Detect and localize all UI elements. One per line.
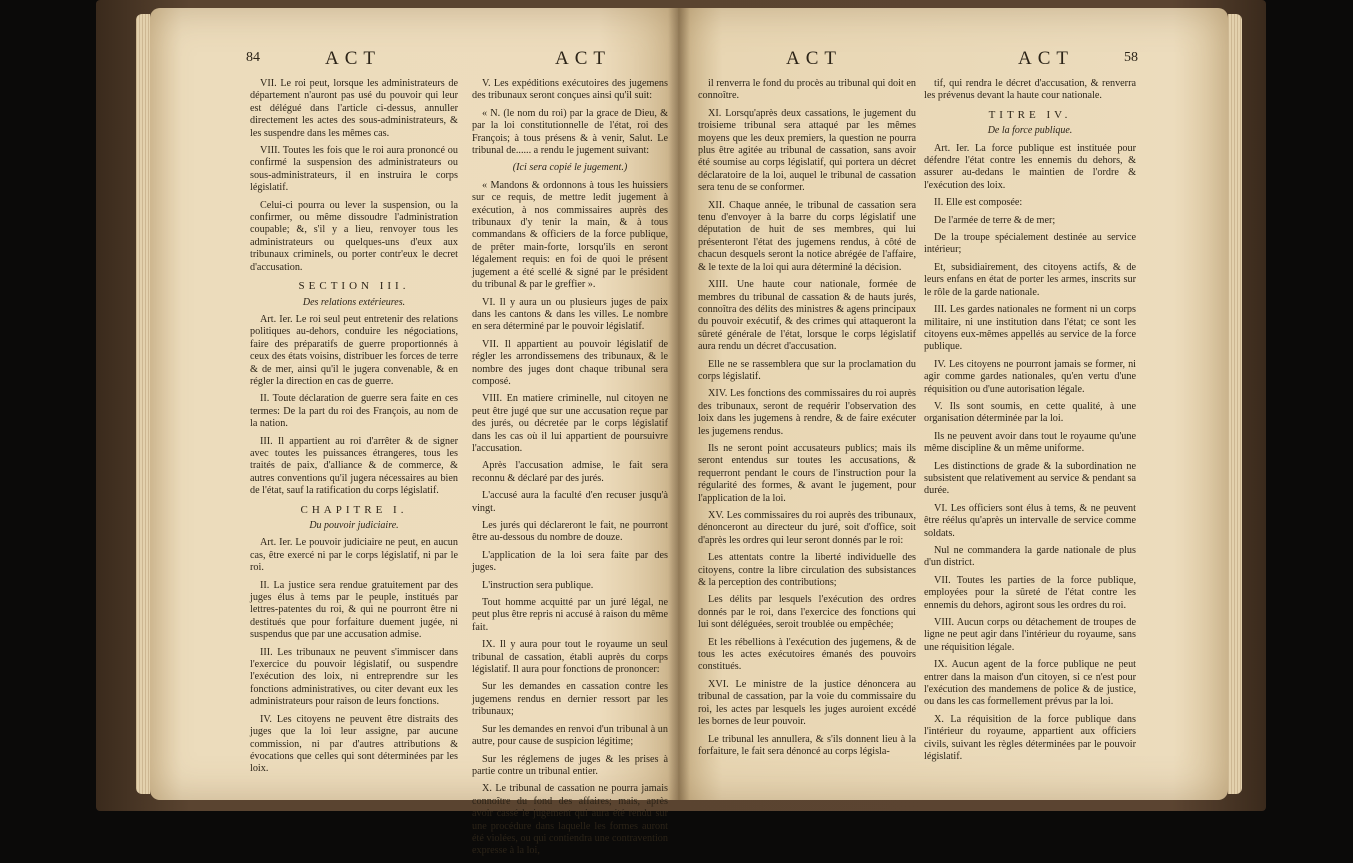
paragraph: II. Toute déclaration de guerre sera faite en ces termes: De la part du roi des François, au nom de la nation. xyxy=(250,393,458,430)
paragraph: De la troupe spécialement destinée au service intérieur; xyxy=(924,232,1136,256)
paragraph: Le tribunal les annullera, & s'ils donnent lieu à la forfaiture, le fait sera dénoncé au corps législa- xyxy=(698,733,916,757)
section-heading: TITRE IV. xyxy=(988,108,1072,121)
paragraph: Ils ne peuvent avoir dans tout le royaume qu'une même discipline & un même uniforme. xyxy=(924,430,1136,455)
paragraph: Art. Ier. Le pouvoir judiciaire ne peut, en aucun cas, être exercé ni par le corps législatif, ni par le roi. xyxy=(250,537,458,574)
paragraph: il renverra le fond du procès au tribunal qui doit en connoître. xyxy=(698,78,916,102)
paragraph: VII. Le roi peut, lorsque les administrateurs de département n'auront pas usé du pouvoir qui leur est délégué dans l'article ci-dessus, annuller directement les actes des sous-administrateurs, & les suspendre dans les mêmes cas. xyxy=(250,78,458,139)
paragraph: Les attentats contre la liberté individuelle des citoyens, contre la libre circulation des subsistances & la perception des contributions; xyxy=(698,552,916,589)
paragraph: Nul ne commandera la garde nationale de plus d'un district. xyxy=(924,545,1136,569)
paragraph: Les distinctions de grade & la subordination ne subsistent que relativement au service & pendant sa durée. xyxy=(924,460,1136,497)
paragraph: VIII. Aucun corps ou détachement de troupes de ligne ne peut agir dans l'intérieur du royaume, sans une réquisition légale. xyxy=(924,617,1136,653)
paragraph: VII. Toutes les parties de la force publique, employées pour la sûreté de l'état contre les ennemis du dehors, agiront sous les ordres du roi. xyxy=(924,574,1136,611)
section-subtitle: Des relations extérieures. xyxy=(302,296,406,308)
paragraph: Elle ne se rassemblera que sur la proclamation du corps législatif. xyxy=(698,358,916,382)
paragraph: De l'armée de terre & de mer; xyxy=(934,214,1056,226)
paragraph: Sur les réglemens de juges & les prises à partie contre un tribunal entier. xyxy=(472,753,668,777)
section-subtitle: Du pouvoir judiciaire. xyxy=(309,520,399,531)
paragraph: Sur les demandes en cassation contre les jugemens rendus en dernier ressort par les tribunaux; xyxy=(472,681,668,718)
right-page-number: 58 xyxy=(1124,50,1138,65)
paragraph: IV. Les citoyens ne pourront jamais se former, ni agir comme gardes nationales, qu'en vertu d'une réquisition ou d'une autorisation légale. xyxy=(924,358,1136,395)
right-running-head-right: ACT xyxy=(1018,48,1074,69)
paragraph: V. Les expéditions exécutoires des jugemens des tribunaux seront conçues ainsi qu'il suit: xyxy=(472,78,668,102)
paragraph: Art. Ier. La force publique est instituée pour défendre l'état contre les ennemis du dehors, & assurer au-dedans le maintien de l'ordre & l'exécution des loix. xyxy=(924,142,1136,191)
left-column-2 xyxy=(472,78,668,863)
paragraph: L'application de la loi sera faite par des juges. xyxy=(472,549,668,574)
page-edges-right xyxy=(1228,14,1242,794)
paragraph: Sur les demandes en renvoi d'un tribunal à un autre, pour cause de suspicion légitime; xyxy=(472,723,668,748)
paragraph: Celui-ci pourra ou lever la suspension, ou la confirmer, ou même dissoudre l'administration coupable; &, s'il y a lieu, renvoyer tous les administrateurs ou quelques-uns d'eux aux tribunaux criminels, ou porter contr'eux le decret d'accusation. xyxy=(250,199,458,273)
right-column-1 xyxy=(698,78,916,763)
paragraph: VI. Les officiers sont élus à tems, & ne peuvent être réélus qu'après un intervalle de service comme soldats. xyxy=(924,502,1136,539)
paragraph: IV. Les citoyens ne peuvent être distraits des juges que la loi leur assigne, par aucune commission, ni par d'autres attributions & évocations que celles qui sont déterminées par les loix. xyxy=(250,713,458,775)
paragraph: XI. Lorsqu'après deux cassations, le jugement du troisieme tribunal sera attaqué par les mêmes moyens que les deux premiers, la question ne pourra plus être agitée au tribunal de cassation, sans avoir été soumise au corps législatif, qui portera un décret déclaratoire de la loi, auquel le tribunal de cassation sera tenu de se conformer. xyxy=(698,107,916,194)
paragraph: XVI. Le ministre de la justice dénoncera au tribunal de cassation, par la voie du commissaire du roi, les actes par lesquels les juges auroient excédé les bornes de leur pouvoir. xyxy=(698,678,916,728)
paragraph: VIII. Toutes les fois que le roi aura prononcé ou confirmé la suspension des administrateurs ou sous-administrateurs, il en instruira le corps législatif. xyxy=(250,145,458,194)
right-running-head-left: ACT xyxy=(786,48,842,69)
paragraph: tif, qui rendra le décret d'accusation, & renverra les prévenus devant la haute cour nationale. xyxy=(924,78,1136,102)
paragraph: XV. Les commissaires du roi auprès des tribunaux, dénonceront au directeur du juré, soit d'office, soit d'après les ordres qui leur seront donnés par le roi: xyxy=(698,510,916,546)
paragraph: L'instruction sera publique. xyxy=(482,579,594,591)
paragraph: III. Les tribunaux ne peuvent s'immiscer dans l'exercice du pouvoir législatif, ou suspendre l'exécution des loix, ni entreprendre sur les fonctions administratives, ou citer devant eux les administrateurs pour raison de leurs fonctions. xyxy=(250,646,458,708)
paragraph: « N. (le nom du roi) par la grace de Dieu, & par la loi constitutionnelle de l'état, roi des François; à tous présens & à venir, Salut. Le tribunal de...... a rendu le jugement suivant: xyxy=(472,107,668,157)
paragraph: Tout homme acquitté par un juré légal, ne peut plus être repris ni accusé à raison du même fait. xyxy=(472,597,668,633)
bracketed-note: (Ici sera copié le jugement.) xyxy=(512,162,628,174)
paragraph: VI. Il y aura un ou plusieurs juges de paix dans les cantons & dans les villes. Le nombre en sera déterminé par le pouvoir législatif. xyxy=(472,296,668,333)
left-column-1 xyxy=(250,78,458,781)
section-subtitle: De la force publique. xyxy=(987,125,1073,137)
paragraph: III. Il appartient au roi d'arrêter & de signer avec toutes les puissances étrangeres, tous les traités de paix, d'alliance & de commerce, & autres conventions qu'il jugera nécessaires au bien de l'état, sauf la ratification du corps législatif. xyxy=(250,435,458,497)
right-page xyxy=(678,8,1228,800)
paragraph: IX. Aucun agent de la force publique ne peut entrer dans la maison d'un citoyen, si ce n'est pour l'exécution des mandemens de police & de justice, ou dans les cas formellement prévus par la loi. xyxy=(924,659,1136,708)
book-gutter xyxy=(668,8,690,800)
paragraph: IX. Il y aura pour tout le royaume un seul tribunal de cassation, établi auprès du corps législatif. Il aura pour fonctions de prononcer: xyxy=(472,639,668,676)
section-heading: SECTION III. xyxy=(298,280,410,293)
page-edges-left xyxy=(136,14,150,794)
paragraph: V. Ils sont soumis, en cette qualité, à une organisation déterminée par la loi. xyxy=(924,400,1136,425)
paragraph: VII. Il appartient au pouvoir législatif de régler les arrondissemens des tribunaux, & le nombre des juges dont chaque tribunal sera composé. xyxy=(472,338,668,387)
paragraph: XIV. Les fonctions des commissaires du roi auprès des tribunaux, seront de requérir l'observation des loix dans les jugemens à rendre, & de faire exécuter les jugemens rendus. xyxy=(698,388,916,437)
paragraph: Après l'accusation admise, le fait sera reconnu & déclaré par des jurés. xyxy=(472,460,668,484)
paragraph: Les délits par lesquels l'exécution des ordres donnés par le roi, dans l'exercice des fonctions qui lui sont déléguées, seroit troublée ou empêchée; xyxy=(698,594,916,631)
paragraph: X. La réquisition de la force publique dans l'intérieur du royaume, appartient aux officiers civils, suivant les règles déterminées par le pouvoir législatif. xyxy=(924,713,1136,763)
paragraph: Les jurés qui déclareront le fait, ne pourront être au-dessous du nombre de douze. xyxy=(472,520,668,544)
section-heading: CHAPITRE I. xyxy=(300,503,408,516)
paragraph: XIII. Une haute cour nationale, formée de membres du tribunal de cassation & de hauts jurés, connoîtra des délits des ministres & agens principaux du pouvoir exécutif, & des crimes qui attaqueront la sûreté générale de l'état, lorsque le corps législatif aura rendu un décret d'accusation. xyxy=(698,279,916,353)
paragraph: II. La justice sera rendue gratuitement par des juges élus à tems par le peuple, institués par lettres-patentes du roi, & qui ne pourront être ni destitués que pour forfaiture duement jugée, ni suspendus que par une accusation admise. xyxy=(250,579,458,641)
left-running-head-right: ACT xyxy=(555,48,611,69)
paragraph: XII. Chaque année, le tribunal de cassation sera tenu d'envoyer à la barre du corps législatif une députation de huit de ses membres, qui lui présenteront l'état des jugemens rendus, à côté de chacun desquels seront la notice abrégée de l'affaire, & le texte de la loi qui aura déterminé la décision. xyxy=(698,199,916,273)
left-page-number: 84 xyxy=(246,50,260,65)
paragraph: Ils ne seront point accusateurs publics; mais ils seront entendus sur toutes les accusations, & requerront pendant le cours de l'instruction pour la régularité des formes, & avant le jugement, pour l'application de la loi. xyxy=(698,442,916,504)
paragraph: Art. Ier. Le roi seul peut entretenir des relations politiques au-dehors, conduire les négociations, faire des préparatifs de guerre proportionnés à ceux des états voisins, distribuer les forces de terre & de mer, ainsi qu'il le jugera convenable, & en régler la direction en cas de guerre. xyxy=(250,313,458,387)
left-page xyxy=(150,8,678,857)
paragraph: L'accusé aura la faculté d'en recuser jusqu'à vingt. xyxy=(472,490,668,514)
paragraph: « Mandons & ordonnons à tous les huissiers sur ce requis, de mettre ledit jugement à exécution, à nos commissaires auprès des tribunaux d'y tenir la main, & à tous commandans & officiers de la force publique, de prêter main-forte, lorsqu'ils en seront légalement requis: en foi de quoi le présent jugement a été scellé & signé par le président du tribunal & par le greffier ». xyxy=(472,179,668,291)
left-running-head-left: ACT xyxy=(325,48,381,69)
paragraph: Et, subsidiairement, des citoyens actifs, & de leurs enfans en état de porter les armes, inscrits sur le rôle de la garde nationale. xyxy=(924,261,1136,298)
paragraph: VIII. En matiere criminelle, nul citoyen ne peut être jugé que sur une accusation reçue par des jurés, ou décretée par le corps législatif dans les cas où il lui appartient de poursuivre l'accusation. xyxy=(472,393,668,454)
paragraph: X. Le tribunal de cassation ne pourra jamais connoître du fond des affaires; mais, après avoir cassé le jugement qui aura été rendu sur une procédure dans laquelle les formes auront été violées, ou qui contiendra une contravention expresse à la loi, xyxy=(472,783,668,857)
paragraph: Et les rébellions à l'exécution des jugemens, & de tous les actes exécutoires émanés des pouvoirs constitués. xyxy=(698,636,916,673)
paragraph: III. Les gardes nationales ne forment ni un corps militaire, ni une institution dans l'état; ce sont les citoyens eux-mêmes appellés au service de la force publique. xyxy=(924,304,1136,353)
paragraph: II. Elle est composée: xyxy=(934,197,1023,209)
right-column-2 xyxy=(924,78,1136,769)
